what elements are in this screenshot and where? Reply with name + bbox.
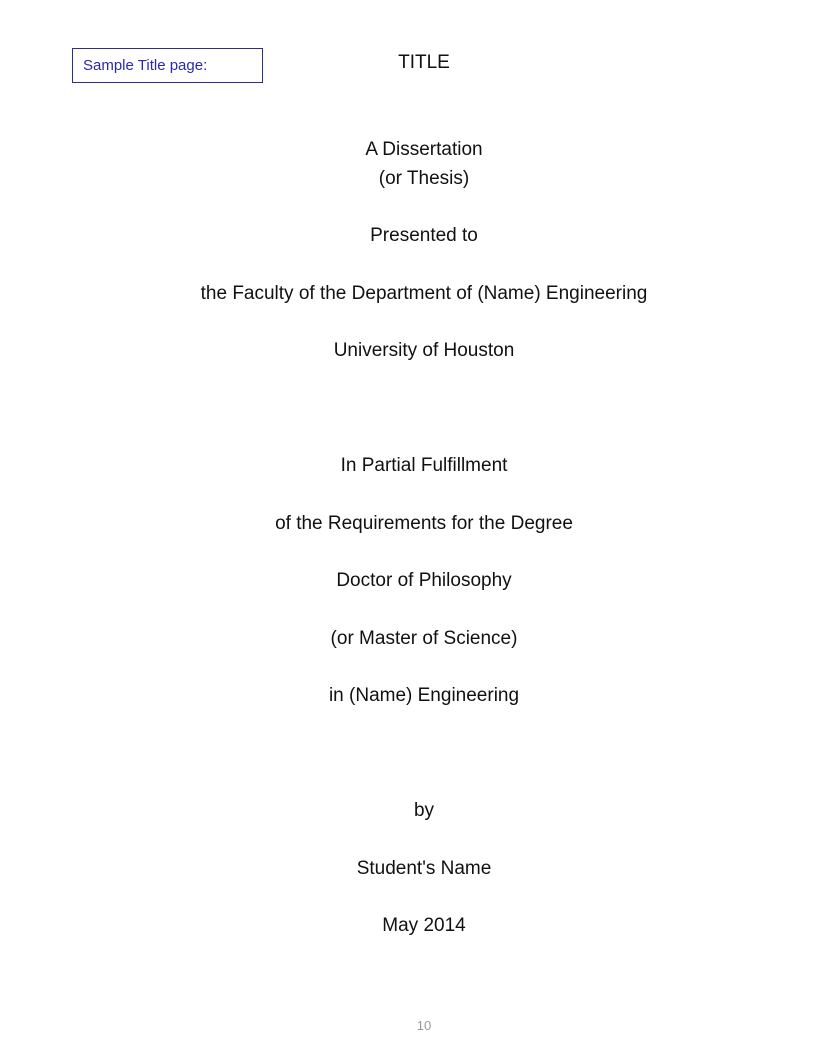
requirements-line: of the Requirements for the Degree bbox=[275, 513, 573, 534]
partial-fulfillment-line: In Partial Fulfillment bbox=[340, 455, 508, 476]
presented-to-line: Presented to bbox=[370, 225, 478, 246]
page-number: 10 bbox=[416, 1018, 432, 1033]
degree-line: Doctor of Philosophy bbox=[336, 570, 512, 591]
sample-title-label: Sample Title page: bbox=[72, 48, 263, 83]
field-line: in (Name) Engineering bbox=[328, 685, 520, 706]
student-name-line: Student's Name bbox=[356, 858, 492, 879]
date-line: May 2014 bbox=[382, 915, 466, 936]
faculty-line: the Faculty of the Department of (Name) Engineering bbox=[200, 283, 648, 304]
university-line: University of Houston bbox=[333, 340, 515, 361]
by-line: by bbox=[413, 800, 435, 821]
alt-degree-line: (or Master of Science) bbox=[330, 628, 518, 649]
document-title: TITLE bbox=[398, 52, 450, 73]
or-thesis-line: (or Thesis) bbox=[378, 168, 470, 189]
dissertation-line: A Dissertation bbox=[365, 139, 483, 160]
